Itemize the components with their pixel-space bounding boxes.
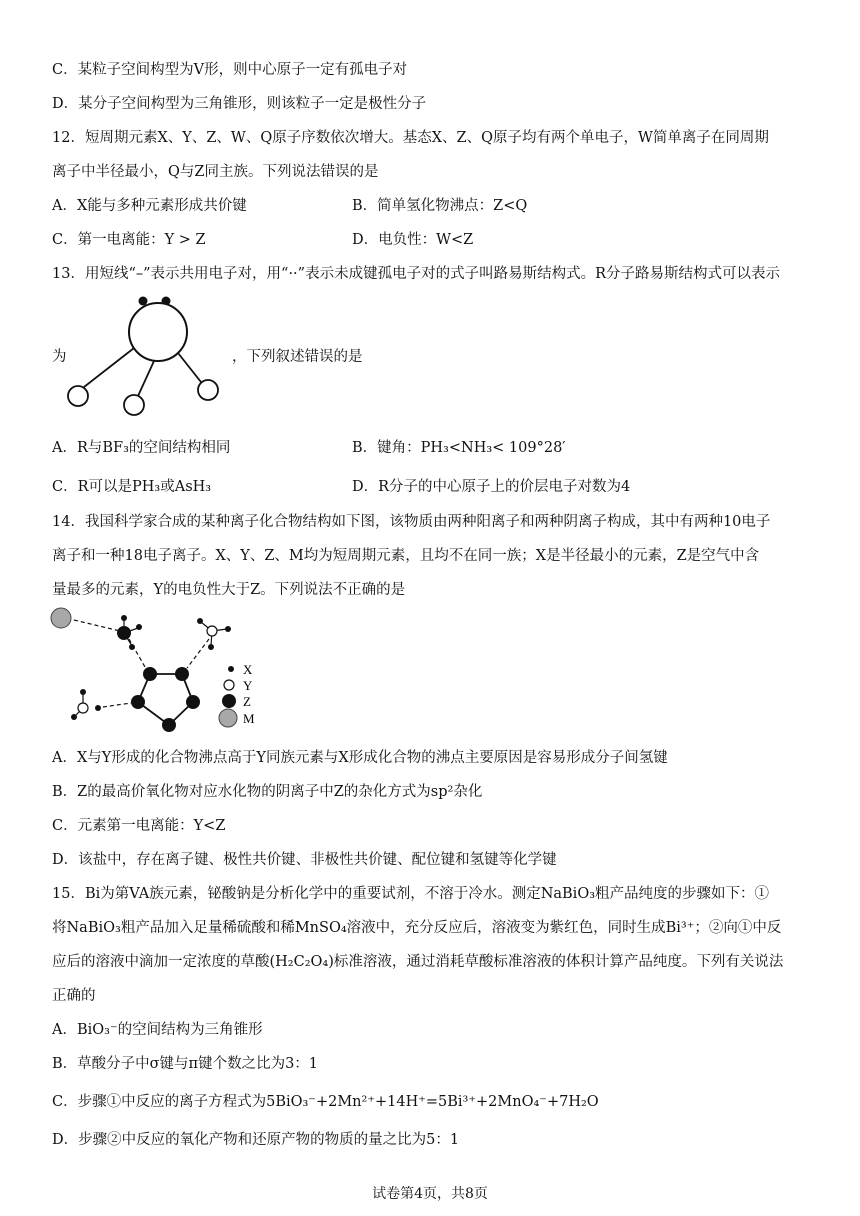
q13-option-b: B．键角：PH₃<NH₃< 109°28′	[352, 440, 566, 456]
q12-stem-line-2: 离子中半径最小，Q与Z同主族。下列说法错误的是	[52, 164, 379, 180]
z-atom	[162, 718, 176, 732]
q15-stem-line-3: 应后的溶液中滴加一定浓度的草酸(H₂C₂O₄)标准溶液，通过消耗草酸标准溶液的体积计算产品纯度。下列有关说法	[52, 954, 784, 970]
q13-stem-line-1: 13．用短线“–”表示共用电子对，用“··”表示未成键孤电子对的式子叫路易斯结构式。R分子路易斯结构式可以表示	[52, 266, 780, 282]
q15-stem-line-1: 15．Bi为第VA族元素，铋酸钠是分析化学中的重要试剂，不溶于冷水。测定NaBiO₃粗产品纯度的步骤如下：①	[52, 886, 770, 902]
z-atom	[186, 695, 200, 709]
q15-option-c: C．步骤①中反应的离子方程式为5BiO₃⁻+2Mn²⁺+14H⁺=5Bi³⁺+2MnO₄⁻+7H₂O	[52, 1094, 599, 1110]
q14-option-b: B．Z的最高价氧化物对应水化物的阴离子中Z的杂化方式为sp²杂化	[52, 784, 483, 800]
terminal-atom	[124, 395, 144, 415]
legend-y-label: Y	[243, 678, 253, 693]
lone-pair-electron	[139, 297, 148, 306]
q12-option-a: A．X能与多种元素形成共价键	[52, 198, 247, 214]
z-atom	[131, 695, 145, 709]
x-atom	[80, 689, 86, 695]
q14-stem-line-2: 离子和一种18电子离子。X、Y、Z、M均为短周期元素，且均不在同一族；X是半径最小的元素，Z是空气中含	[52, 548, 760, 564]
q15-stem-line-4: 正确的	[52, 988, 96, 1004]
q11-option-d: D．某分子空间构型为三角锥形，则该粒子一定是极性分子	[52, 96, 427, 112]
z-atom	[117, 626, 131, 640]
x-atom	[121, 615, 127, 621]
q13-option-c: C．R可以是PH₃或AsH₃	[52, 479, 212, 495]
legend-z-label: Z	[243, 694, 251, 709]
legend-x-symbol	[228, 666, 234, 672]
q12-option-d: D．电负性：W<Z	[352, 232, 474, 248]
z-atom	[143, 667, 157, 681]
legend-z-symbol	[222, 694, 236, 708]
q14-stem-line-1: 14．我国科学家合成的某种离子化合物结构如下图，该物质由两种阳离子和两种阴离子构成，其中有两种10电子	[52, 514, 771, 530]
terminal-atom	[198, 380, 218, 400]
x-atom	[197, 618, 203, 624]
x-atom	[71, 714, 77, 720]
z-atom	[175, 667, 189, 681]
ionic-compound-structure-diagram	[48, 604, 278, 736]
q11-option-c: C．某粒子空间构型为V形，则中心原子一定有孤电子对	[52, 62, 408, 78]
q14-option-c: C．元素第一电离能：Y<Z	[52, 818, 226, 834]
terminal-atom	[68, 386, 88, 406]
legend-x-label: X	[243, 662, 253, 677]
y-atom	[207, 626, 217, 636]
legend-y-symbol	[224, 680, 234, 690]
m-atom	[51, 608, 71, 628]
q12-option-b: B．简单氢化物沸点：Z<Q	[352, 198, 528, 214]
x-atom	[95, 705, 101, 711]
q12-option-c: C．第一电离能：Y > Z	[52, 232, 206, 248]
q14-option-d: D．该盐中，存在离子键、极性共价键、非极性共价键、配位键和氢键等化学键	[52, 852, 557, 868]
q15-stem-line-2: 将NaBiO₃粗产品加入足量稀硫酸和稀MnSO₄溶液中，充分反应后，溶液变为紫红色，同时生成Bi³⁺；②向①中反	[52, 920, 782, 936]
lewis-structure-diagram	[60, 290, 230, 420]
q13-stem-prefix: 为	[52, 349, 67, 365]
x-atom	[129, 644, 135, 650]
q15-option-a: A．BiO₃⁻的空间结构为三角锥形	[52, 1022, 263, 1038]
q14-option-a: A．X与Y形成的化合物沸点高于Y同族元素与X形成化合物的沸点主要原因是容易形成分子间氢键	[52, 750, 668, 766]
legend-m-label: M	[243, 711, 255, 726]
x-atom	[208, 644, 214, 650]
x-atom	[136, 624, 142, 630]
q12-stem-line-1: 12．短周期元素X、Y、Z、W、Q原子序数依次增大。基态X、Z、Q原子均有两个单电子，W简单离子在同周期	[52, 130, 769, 146]
y-atom	[78, 703, 88, 713]
q13-option-d: D．R分子的中心原子上的价层电子对数为4	[352, 479, 631, 495]
central-atom	[129, 303, 187, 361]
q14-stem-line-3: 量最多的元素，Y的电负性大于Z。下列说法不正确的是	[52, 582, 406, 598]
legend-m-symbol	[219, 709, 237, 727]
q15-option-b: B．草酸分子中σ键与π键个数之比为3：1	[52, 1056, 319, 1072]
q13-option-a: A．R与BF₃的空间结构相同	[52, 440, 231, 456]
q15-option-d: D．步骤②中反应的氧化产物和还原产物的物质的量之比为5：1	[52, 1132, 460, 1148]
x-atom	[225, 626, 231, 632]
q13-stem-suffix: ，下列叙述错误的是	[232, 349, 363, 365]
page-footer: 试卷第4页，共8页	[372, 1186, 488, 1202]
